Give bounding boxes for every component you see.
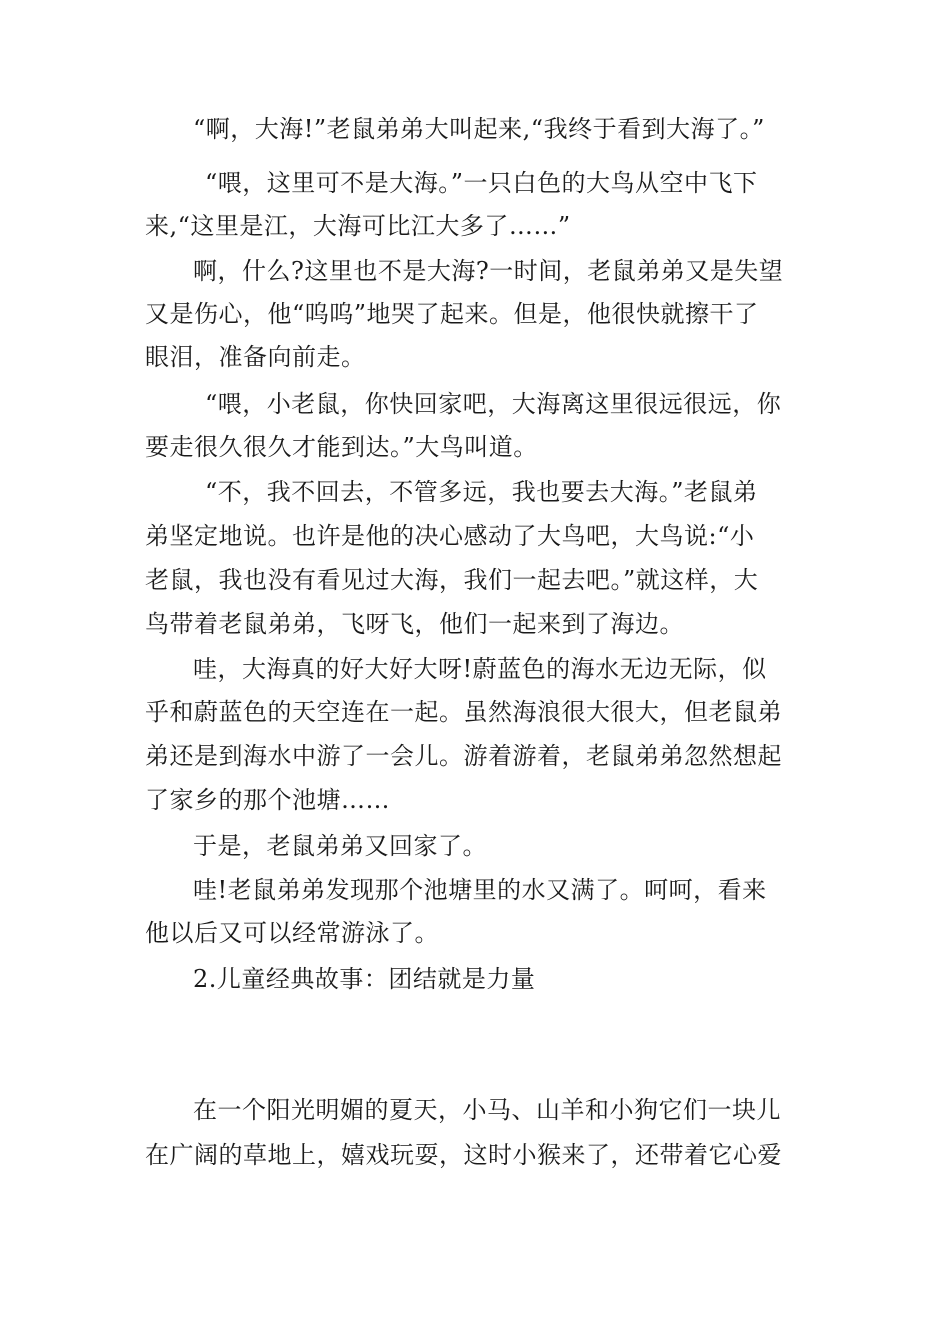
paragraph-line: 弟坚定地说。也许是他的决心感动了大鸟吧，大鸟说:“小 (145, 522, 755, 550)
paragraph-line: 哇!老鼠弟弟发现那个池塘里的水又满了。呵呵，看来 (193, 876, 767, 904)
paragraph-line: 来,“这里是江，大海可比江大多了……” (145, 212, 571, 240)
paragraph-line: 在一个阳光明媚的夏天，小马、山羊和小狗它们一块儿 (193, 1096, 781, 1124)
paragraph-line: 弟还是到海水中游了一会儿。游着游着，老鼠弟弟忽然想起 (145, 742, 782, 770)
paragraph-line: 了家乡的那个池塘…… (145, 786, 390, 814)
paragraph-line: 又是伤心，他“呜呜”地哭了起来。但是，他很快就擦干了 (145, 300, 759, 328)
paragraph-line: 眼泪，准备向前走。 (145, 343, 366, 371)
paragraph-line: 哇，大海真的好大好大呀!蔚蓝色的海水无边无际，似 (193, 655, 767, 683)
paragraph-line: 鸟带着老鼠弟弟，飞呀飞，他们一起来到了海边。 (145, 610, 684, 638)
paragraph-line: 在广阔的草地上，嬉戏玩耍，这时小猴来了，还带着它心爱 (145, 1141, 782, 1169)
paragraph-line: “喂，小老鼠，你快回家吧，大海离这里很远很远，你 (205, 390, 782, 418)
paragraph-line: “啊，大海!”老鼠弟弟大叫起来,“我终于看到大海了。” (193, 115, 765, 143)
paragraph-line: “喂，这里可不是大海。”一只白色的大鸟从空中飞下 (205, 169, 758, 197)
paragraph-line: 于是，老鼠弟弟又回家了。 (193, 832, 487, 860)
paragraph-line: “不，我不回去，不管多远，我也要去大海。”老鼠弟 (205, 478, 758, 506)
paragraph-line: 老鼠，我也没有看见过大海，我们一起去吧。”就这样，大 (145, 566, 759, 594)
paragraph-line: 他以后又可以经常游泳了。 (145, 919, 439, 947)
section-heading: 2.儿童经典故事：团结就是力量 (193, 965, 536, 993)
paragraph-line: 乎和蔚蓝色的天空连在一起。虽然海浪很大很大，但老鼠弟 (145, 698, 782, 726)
paragraph-line: 要走很久很久才能到达。”大鸟叫道。 (145, 433, 538, 461)
paragraph-line: 啊，什么?这里也不是大海?一时间，老鼠弟弟又是失望 (193, 257, 784, 285)
